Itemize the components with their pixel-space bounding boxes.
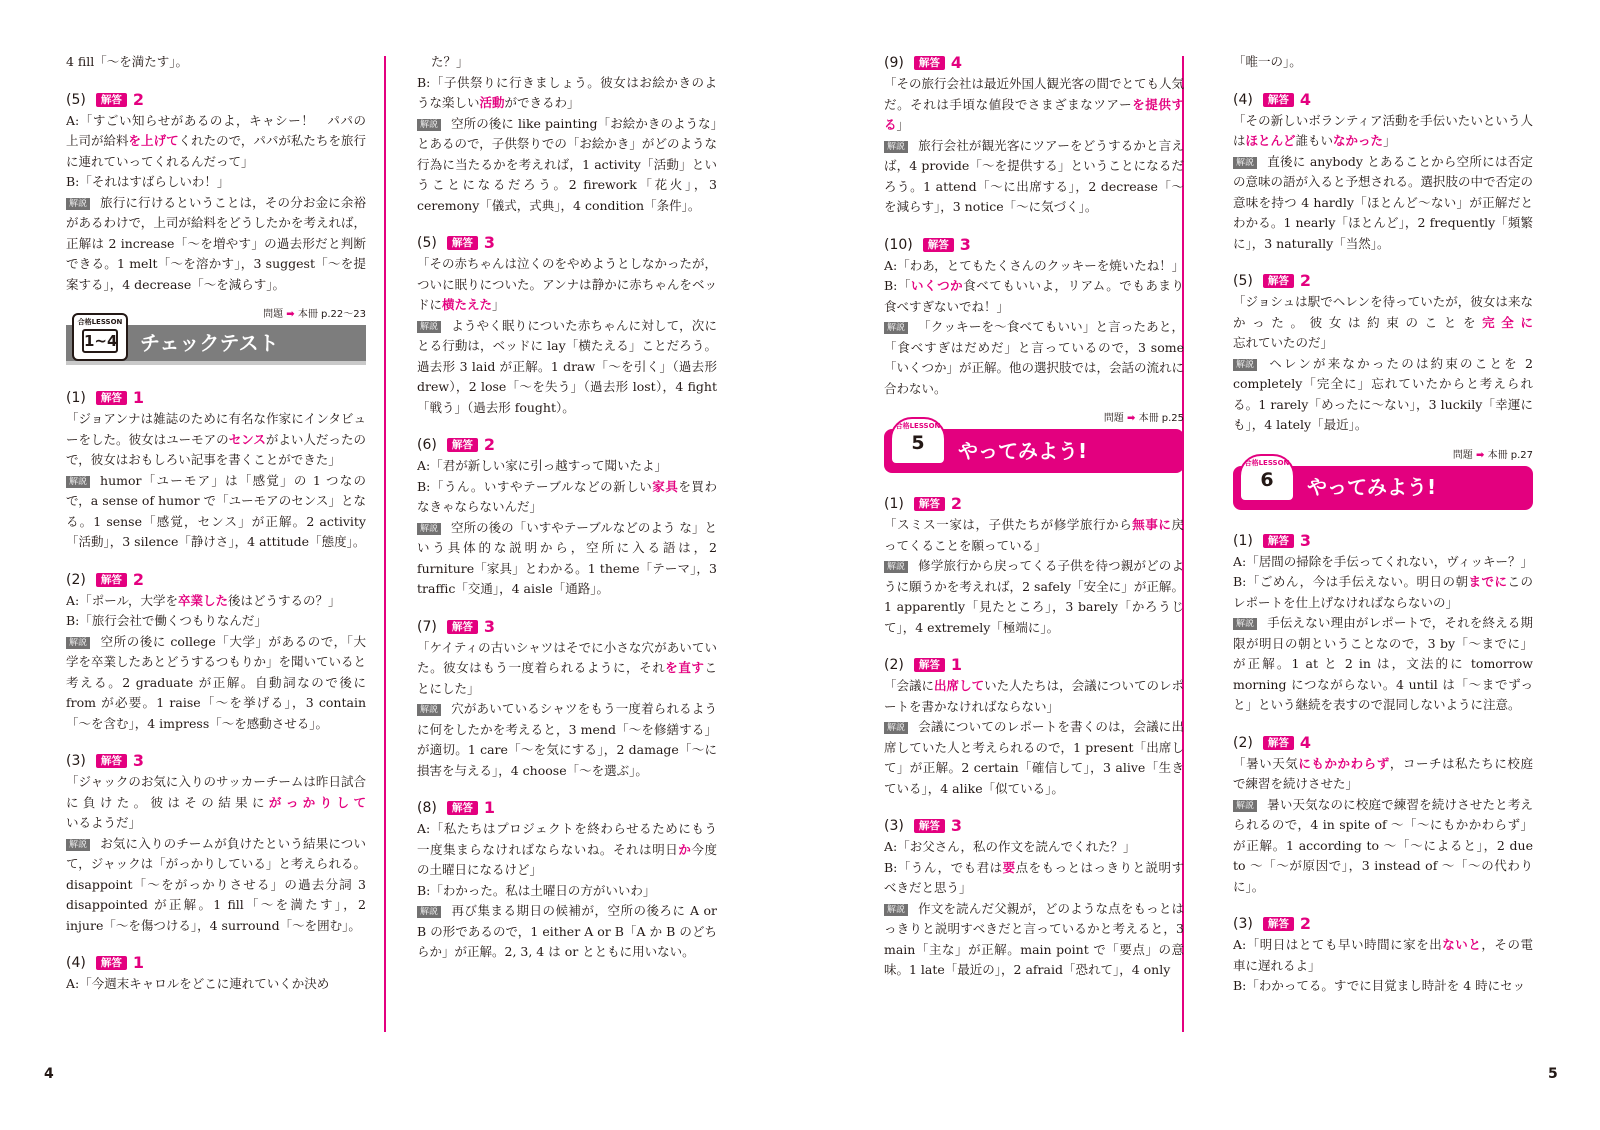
- page-reference: 問題 ➡ 本冊 p.22～23: [263, 309, 366, 320]
- dialogue-line: B:「それはすばらしいわ！」: [66, 174, 230, 189]
- answer-value: 3: [483, 616, 495, 636]
- question-header: (10) 解答 3: [884, 234, 971, 254]
- explanation-tag: 解説: [417, 321, 441, 333]
- highlight: 卒業した: [178, 592, 229, 608]
- highlight: いくつか: [911, 278, 964, 293]
- answer-value: 1: [132, 953, 144, 972]
- answer-badge: 解答: [914, 56, 945, 70]
- dialogue-line: B:「わかった。私は土曜日の方がいいわ」: [417, 882, 656, 898]
- highlight: 完全に: [1482, 314, 1533, 330]
- column-3: [884, 52, 1184, 1062]
- answer-badge: 解答: [1263, 917, 1294, 931]
- answer-value: 2: [1299, 914, 1311, 933]
- answer-badge: 解答: [96, 573, 127, 587]
- explanation-tag: 解説: [66, 839, 90, 851]
- section-title: やってみよう!: [1307, 475, 1437, 500]
- text-line: 4 fill「～を満たす」。: [66, 54, 189, 69]
- answer-badge: 解答: [914, 819, 945, 833]
- answer-value: 2: [132, 89, 144, 109]
- explanation-tag: 解説: [1233, 359, 1257, 371]
- answer-badge: 解答: [1263, 736, 1294, 750]
- highlight: センス: [228, 431, 266, 447]
- explanation: 解説 暑い天気なのに校庭で練習を続けさせたと考えられるので，4 in spite of ～「～にもかかわらず」が正解。1 according to ～「～によると」，2 due to ～「～が原因で」，3 instead of ～「～の代わりに」。: [1233, 796, 1533, 894]
- dialogue-line: A:「今週末キャロルをどこに連れていくか決め: [66, 976, 330, 991]
- lesson-badge: 合格LESSON 1~4: [72, 313, 128, 361]
- answer-value: 4: [1299, 89, 1311, 109]
- answer-badge: 解答: [447, 620, 478, 634]
- explanation: 解説 作文を読んだ父親が，どのような点をもっとはっきりと説明すべきだと言っているかと考えると，3 main「主な」が正解。main point で「要点」の意味。1 late「最近の」，2 afraid「恐れて」，4 only: [884, 900, 1184, 977]
- answer-badge: 解答: [914, 497, 945, 511]
- question-header: (1) 解答 2: [884, 494, 962, 513]
- explanation-tag: 解説: [66, 476, 90, 488]
- question-header: (8) 解答 1: [417, 798, 495, 817]
- question-header: (1) 解答 1: [66, 388, 144, 407]
- explanation: 解説 ヘレンが来なかったのは約束のことを 2 completely「完全に」忘れていたからと考えられる。1 rarely「めったに～ない」，3 luckily「幸運にも」，4 lately「最近」。: [1233, 355, 1533, 432]
- explanation-tag: 解説: [66, 637, 90, 649]
- explanation-tag: 解説: [1233, 618, 1257, 630]
- explanation: 解説 空所の後の「いすやテーブルなどのよう な」という具体的な説明から，空所に入る語は，2 furniture「家具」とわかる。1 theme「テーマ」，3 traffic「交通」，4 aisle「通路」。: [417, 519, 717, 596]
- question-header: (5) 解答 2: [66, 89, 144, 109]
- explanation: 解説 旅行会社が観光客にツアーをどうするかと言えば，4 provide「～を提供する」ということになるだろう。1 attend「～に出席する」，2 decrease「～を減らす」，3 notice「～に気づく」。: [884, 137, 1184, 214]
- explanation-tag: 解説: [66, 198, 90, 210]
- explanation: 解説 空所の後に college「大学」があるので，「大学を卒業したあとどうするつもりか」を聞いていると考える。2 graduate が正解。自動詞なので後に from が必要。1 raise「～を挙げる」，3 contain「～を含む」，4 impress「～を感動させる」。: [66, 633, 366, 731]
- highlight: なかった: [1333, 133, 1384, 148]
- dialogue-line: 「スミス一家は，子供たちが修学旅行から無事に戻ってくることを願っている」: [884, 517, 1184, 553]
- highlight: 出席して: [934, 678, 985, 693]
- question-header: (5) 解答 3: [417, 233, 495, 252]
- question-header: (2) 解答 1: [884, 655, 962, 674]
- answer-badge: 解答: [1263, 93, 1294, 107]
- dialogue-line: B:「子供祭りに行きましょう。彼女はお絵かきのような楽しい活動ができるわ」: [417, 74, 717, 110]
- dialogue-line: 「その旅行会社は最近外国人観光客の間でとても人気だ。それは手頃な値段でさまざまなツアーを提供する」: [884, 76, 1184, 132]
- answer-badge: 解答: [96, 93, 127, 107]
- highlight: 横たえた: [442, 297, 493, 312]
- explanation: 解説 ようやく眠りについた赤ちゃんに対して，次にとる行動は，ベッドに lay「横たえる」ことだろう。過去形 3 laid が正解。1 draw「～を引く」（過去形 drew），2 lose「～を失う」（過去形 lost），4 fight「戦う」（過去形 fought）。: [417, 317, 717, 415]
- dialogue-line: A:「ポール，大学を卒業した後はどうするの？」: [66, 592, 341, 608]
- explanation-tag: 解説: [884, 322, 908, 334]
- dialogue-line: B:「ごめん，今は手伝えない。明日の朝までにこのレポートを仕上げなければならないの」: [1233, 574, 1533, 610]
- explanation-tag: 解説: [417, 906, 441, 918]
- highlight: を上げて: [128, 133, 179, 148]
- answer-value: 2: [950, 494, 962, 513]
- question-header: (9) 解答 4: [884, 53, 962, 72]
- answer-badge: 解答: [96, 956, 127, 970]
- answer-value: 2: [483, 435, 495, 454]
- answer-value: 3: [1299, 530, 1311, 550]
- question-header: (3) 解答 3: [884, 816, 962, 835]
- dialogue-line: A:「すごい知らせがあるのよ，キャシー！ パパの上司が給料を上げてくれたので，パパが私たちを旅行に連れていってくれるんだって」: [66, 112, 366, 169]
- highlight: ほとんど: [1245, 133, 1296, 148]
- column-1: [66, 52, 366, 1062]
- answer-badge: 解答: [96, 754, 127, 768]
- dialogue-line: た？」: [431, 54, 469, 69]
- highlight: ないと: [1442, 937, 1482, 952]
- question-header: (2) 解答 2: [66, 569, 144, 589]
- question-header: (3) 解答 3: [66, 751, 144, 770]
- page-number-left: 4: [44, 1066, 54, 1082]
- column-4: [1233, 52, 1533, 1062]
- column-2: [417, 52, 717, 1032]
- explanation-tag: 解説: [1233, 800, 1257, 812]
- dialogue-line: 「ケイティの古いシャツはそでに小さな穴があいていた。彼女はもう一度着られるように，それを直すことにした」: [417, 639, 717, 696]
- dialogue-line: A:「君が新しい家に引っ越すって聞いたよ」: [417, 458, 667, 473]
- question-header: (4) 解答 4: [1233, 89, 1311, 109]
- question-header: (1) 解答 3: [1233, 530, 1311, 550]
- dialogue-line: 「ジャックのお気に入りのサッカーチームは昨日試合に負けた。彼はその結果にがっかりしているようだ」: [66, 774, 366, 830]
- arrow-right-icon: ➡: [286, 309, 295, 320]
- dialogue-line: 「その新しいボランティア活動を手伝いたいという人はほとんど誰もいなかった」: [1233, 112, 1533, 148]
- dialogue-line: 「暑い天気にもかかわらず，コーチは私たちに校庭で練習を続けさせた」: [1233, 755, 1533, 791]
- section-title: チェックテスト: [140, 330, 279, 355]
- explanation: 解説 会議についてのレポートを書くのは，会議に出席していた人と考えられるので，1 present「出席して」が正解。2 certain「確信して」，3 alive「生きている」，4 alike「似ている」。: [884, 719, 1184, 796]
- explanation-tag: 解説: [884, 561, 908, 573]
- page-reference: 問題 ➡ 本冊 p.25: [1103, 413, 1184, 424]
- explanation: 解説 穴があいているシャツをもう一度着られるように何をしたかを考えると，3 mend「～を修繕する」が適切。1 care「～を気にする」，2 damage「～に損害を与える」，4 choose「～を選ぶ」。: [417, 701, 717, 778]
- question-header: (6) 解答 2: [417, 435, 495, 454]
- dialogue-line: A:「居間の掃除を手伝ってくれない，ヴィッキー？」: [1233, 553, 1533, 569]
- answer-badge: 解答: [447, 438, 478, 452]
- answer-value: 1: [483, 798, 495, 817]
- explanation-tag: 解説: [884, 904, 908, 916]
- dialogue-line: 「会議に出席していた人たちは，会議についてのレポートを書かなければならない」: [884, 678, 1184, 714]
- answer-badge: 解答: [447, 801, 478, 815]
- explanation-tag: 解説: [884, 141, 908, 153]
- dialogue-line: B:「いくつか食べてもいいよ，リアム。でもあまり食べすぎないでね！」: [884, 278, 1184, 314]
- dialogue-line: 「ジョシュは駅でヘレンを待っていたが，彼女は来なかった。彼女は約束のことを完全に忘れていたのだ」: [1233, 294, 1533, 350]
- highlight: を提供する: [884, 96, 1184, 132]
- highlight: にもかかわらず: [1298, 755, 1390, 771]
- answer-value: 3: [950, 816, 962, 835]
- dialogue-line: B:「旅行会社で働くつもりなんだ」: [66, 613, 267, 628]
- highlight: 要: [1002, 859, 1016, 875]
- highlight: までに: [1468, 574, 1508, 589]
- answer-value: 2: [1299, 271, 1311, 290]
- explanation: 解説 手伝えない理由がレポートで，それを終える期限が明日の朝ということなので，3 by「～までに」が正解。1 at と 2 in は，文法的に tomorrow morning につながらない。4 until は「～までずっと」という継続を表すので混同しないように注意。: [1233, 615, 1533, 712]
- page-reference: 問題 ➡ 本冊 p.27: [1452, 449, 1533, 461]
- dialogue-line: B:「うん，でも君は要点をもっとはっきりと説明すべきだと思う」: [884, 859, 1184, 895]
- explanation: 解説 修学旅行から戻ってくる子供を待つ親がどのように願うかを考えれば，2 safely「安全に」が正解。1 apparently「見たところ」，3 barely「かろうじて」，4 extremely「極端に」。: [884, 558, 1184, 635]
- explanation: 解説 旅行に行けるということは，その分お金に余裕があるわけで，上司が給料をどうしたかを考えれば，正解は 2 increase「～を増やす」の過去形だと判断できる。1 melt「～を溶かす」，3 suggest「～を提案する」，4 decrease「～を減らす」。: [66, 194, 366, 292]
- section-heading: [66, 318, 366, 365]
- answer-badge: 解答: [1263, 274, 1294, 288]
- dialogue-line: A:「お父さん，私の作文を読んでくれた？」: [884, 839, 1136, 854]
- highlight: を直す: [665, 660, 705, 675]
- arrow-right-icon: ➡: [1476, 449, 1485, 461]
- highlight: がっかりして: [268, 794, 366, 810]
- explanation-tag: 解説: [884, 722, 908, 734]
- explanation-tag: 解説: [417, 523, 441, 535]
- explanation-tag: 解説: [1233, 157, 1257, 169]
- answer-badge: 解答: [914, 658, 945, 672]
- explanation: 解説 直後に anybody とあることから空所には否定の意味の語が入ると予想される。選択肢の中で否定の意味を持つ 4 hardly「ほとんど～ない」が正解だとわかる。1 nearly「ほとんど」，2 frequently「頻繁に」，3 naturally「当然」。: [1233, 153, 1533, 251]
- dialogue-line: A:「わあ，とてもたくさんのクッキーを焼いたね！」: [884, 257, 1184, 273]
- answer-value: 3: [959, 234, 971, 254]
- answer-badge: 解答: [96, 391, 127, 405]
- answer-badge: 解答: [923, 238, 954, 252]
- highlight: か: [678, 841, 692, 857]
- answer-value: 4: [1299, 732, 1311, 752]
- lesson-badge: 合格LESSON 6: [1239, 454, 1295, 502]
- lesson-badge: 合格LESSON 5: [890, 417, 946, 465]
- explanation: 解説 空所の後に like painting「お絵かきのような」とあるので，子供祭りでの「お絵かき」がどのような行為に当たるかを考えれば，1 activity「活動」ということになるだろう。2 firework「花火」，3 ceremony「儀式，式典」，4 condition「条件」。: [417, 115, 717, 213]
- dialogue-line: 「ジョアンナは雑誌のために有名な作家にインタビューをした。彼女はユーモアのセンスがよい人だったので，彼女はおもしろい記事を書くことができた」: [66, 411, 366, 467]
- answer-value: 3: [483, 233, 495, 252]
- answer-value: 4: [950, 53, 962, 72]
- answer-value: 1: [132, 388, 144, 407]
- highlight: 無事に: [1132, 517, 1172, 532]
- dialogue-line: A:「明日はとても早い時間に家を出ないと，その電車に遅れるよ」: [1233, 937, 1533, 973]
- answer-badge: 解答: [447, 236, 478, 250]
- explanation-tag: 解説: [417, 119, 441, 131]
- dialogue-line: 「その赤ちゃんは泣くのをやめようとしなかったが，ついに眠りについた。アンナは静かに赤ちゃんをベッドに横たえた」: [417, 256, 717, 312]
- section-heading: [1233, 458, 1533, 510]
- dialogue-line: B:「わかってる。すでに目覚まし時計を 4 時にセッ: [1233, 978, 1526, 993]
- text-line: 「唯一の」。: [1233, 54, 1302, 69]
- question-header: (3) 解答 2: [1233, 914, 1311, 933]
- explanation: 解説 「クッキーを～食べてもいい」と言ったあと，「食べすぎはだめだ」と言っているので，3 some「いくつか」が正解。他の選択肢では，会話の流れに合わない。: [884, 319, 1184, 396]
- section-heading: [884, 422, 1184, 473]
- question-header: (4) 解答 1: [66, 953, 144, 972]
- explanation: 解説 再び集まる期日の候補が，空所の後ろに A or B の形であるので，1 either A or B「A か B のどちらか」が正解。2, 3, 4 は or とともに用いない。: [417, 903, 717, 959]
- highlight: 家具: [652, 478, 679, 494]
- page-number-right: 5: [1548, 1066, 1558, 1082]
- section-title: やってみよう!: [958, 438, 1088, 463]
- explanation-tag: 解説: [417, 704, 441, 716]
- explanation: 解説 お気に入りのチームが負けたという結果について，ジャックは「がっかりしている」と考えられる。disappoint「～をがっかりさせる」の過去分詞 3 disappointed が正解。1 fill「～を満たす」，2 injure「～を傷つける」，4 surround「～を囲む」。: [66, 835, 366, 933]
- answer-value: 1: [950, 655, 962, 674]
- answer-value: 2: [132, 569, 144, 589]
- arrow-right-icon: ➡: [1127, 413, 1136, 424]
- question-header: (5) 解答 2: [1233, 271, 1311, 290]
- dialogue-line: A:「私たちはプロジェクトを終わらせるためにもう一度集まらなければならないね。それは明日か今度の土曜日になるけど」: [417, 821, 717, 877]
- highlight: 活動: [479, 95, 505, 110]
- answer-value: 3: [132, 751, 144, 770]
- dialogue-line: B:「うん。いすやテーブルなどの新しい家具を買わなきゃならないんだ」: [417, 478, 717, 514]
- column-divider-left: [384, 56, 386, 1032]
- question-header: (2) 解答 4: [1233, 732, 1311, 752]
- explanation: 解説 humor「ユーモア」は「感覚」の 1 つなので，a sense of humor で「ユーモアのセンス」となる。1 sense「感覚，センス」が正解。2 activity「活動」，3 silence「静けさ」，4 attitude「態度」。: [66, 472, 366, 549]
- answer-badge: 解答: [1263, 534, 1294, 548]
- question-header: (7) 解答 3: [417, 616, 495, 636]
